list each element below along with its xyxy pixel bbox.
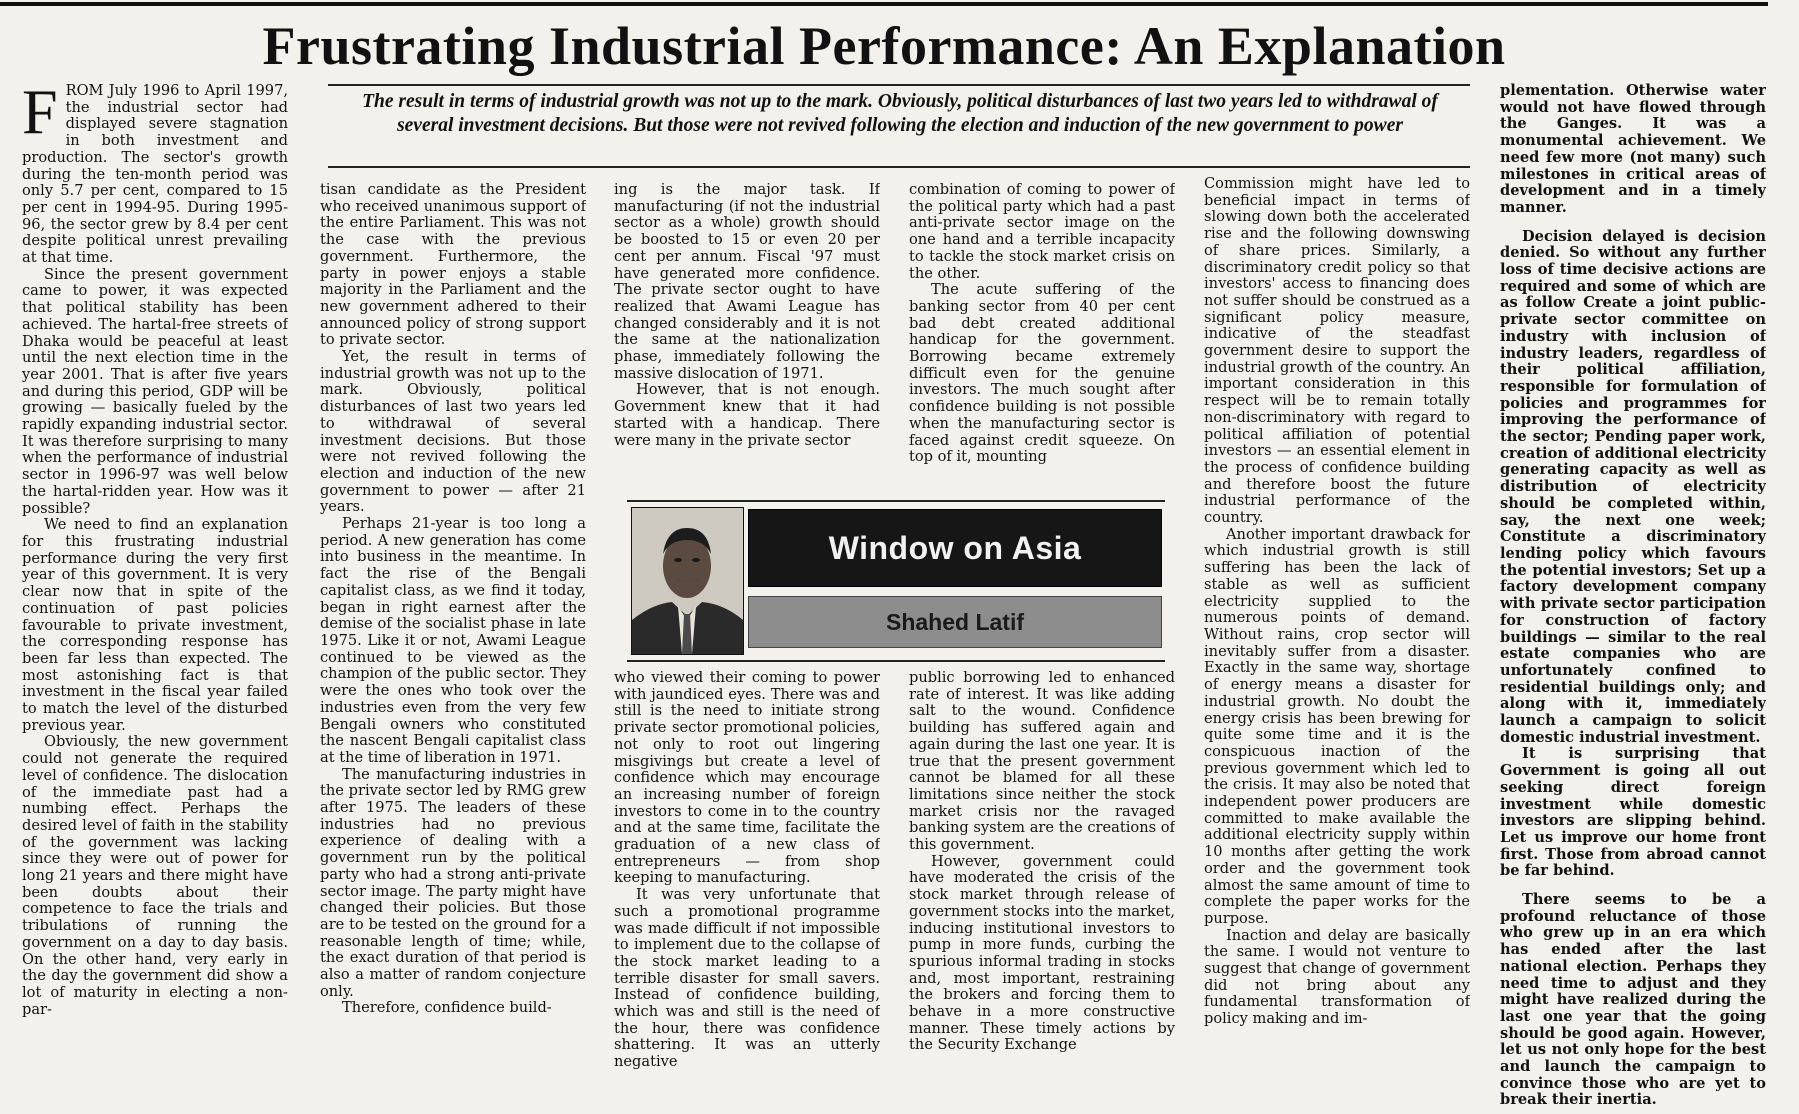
paragraph: The manufacturing industries in the private sector led by RMG grew after 1975. The leaders of these industries had no previous experience of dealing with a government run by the political party who had a strong anti-private sector image. The party might have changed their policies. But those are to be tested on the ground for a reasonable length of time; while, the exact duration of that period is also a matter of random conjecture only. (320, 765, 586, 1000)
column-banner (748, 509, 1162, 587)
paragraph: It was very unfortunate that such a promotional programme was made difficult if not impossible to implement due to the collapse of the stock market leading to a terrible disaster for small savers. Instead of confidence building, which was and still is the need of the hour, there was confidence shattering. It was an utterly negative (614, 886, 880, 1071)
dropcap: F (22, 83, 58, 147)
paragraph: tisan candidate as the President who received unanimous support of the entire Parliament. This was not the case with the previous government. Furthermore, the party in power enjoys a stable majority in the Parliament and the new government adhered to their announced policy of strong support to private sector. (320, 182, 586, 349)
column-2 (320, 182, 586, 1108)
paragraph: The acute suffering of the banking sector from 40 per cent bad debt created additional handicap for the government. Borrowing became extremely difficult even for the genuine investors. The much sought after confidence building is not possible when the manufacturing sector is faced against credit squeeze. On top of it, mounting (909, 281, 1175, 466)
paragraph: ing is the major task. If manufacturing (if not the industrial sector as a whole) growth should be boosted to 15 or even 20 per cent per annum. Fiscal '97 must have generated more confidence. The private sector ought to have realized that Awami League has changed considerably and it is not the same at the nationalization phase, immediately following the massive dislocation of 1971. (614, 182, 880, 382)
column-6 (1500, 83, 1766, 1108)
paragraph: Perhaps 21-year is too long a period. A new generation has come into business in the meantime. In fact the rise of the Bengali capitalist class, as we find it today, began in right earnest after the demise of the socialist phase in late 1975. Like it or not, Awami League continued to be viewed as the champion of the public sector. They were the ones who took over the industries even from the very few Bengali owners who constituted the nascent Bengali capitalist class at the time of liberation in 1971. (320, 515, 586, 766)
column-1 (22, 83, 288, 1108)
author-name: Shahed Latif (885, 608, 1024, 635)
paragraph: We need to find an explanation for this frustrating industrial performance during the very first year of this government. It is very clear now that in spite of the continuation of past policies favourable to private investment, the corresponding response has been far less than expected. The most astonishing fact is that investment in the fiscal year failed to match the level of the disturbed previous year. (22, 516, 288, 734)
paragraph: combination of coming to power of the political party which had a past anti-private sector image on the one hand and a terrible incapacity to tackle the stock market crisis on the other. (909, 182, 1175, 282)
column-label: Window on Asia (828, 529, 1082, 566)
paragraph: It is surprising that Government is going all out seeking direct foreign investment while domestic investors are slipping behind. Let us improve our home front first. Those from abroad cannot be far behind. (1500, 745, 1766, 880)
lede: The result in terms of industrial growth was not up to the mark. Obviously, political disturbances of last two years led to withdrawal of several investment decisions. But those were not revived following the election and induction of the new government to power (362, 91, 1438, 136)
top-rule (0, 2, 1768, 6)
box-rule-bottom (627, 660, 1165, 662)
paragraph: However, government could have moderated the crisis of the stock market through release of government stocks into the market, inducing institutional investors to pump in more funds, curbing the spurious informal trading in stocks and, most important, restraining the brokers and forcing them to behave in a more constructive manner. These timely actions by the Security Exchange (909, 852, 1175, 1054)
paragraph: Obviously, the new government could not generate the required level of confidence. The dislocation of the immediate past had a numbing effect. Perhaps the desired level of faith in the stability of the government was lacking since they were out of power for long 21 years and there might have been doubts about their competence to face the trials and tribulations of running the government on a day to day basis. On the other hand, very early in the day the government did show a lot of maturity in electing a non-par- (22, 733, 288, 1018)
lede-top-rule (328, 84, 1470, 86)
paragraph: Since the present government came to power, it was expected that political stability has been achieved. The hartal-free streets of Dhaka would be peaceful at least until the next election time in the year 2001. That is after five years and during this period, GDP will be growing — basically fueled by the rapidly expanding industrial sector. It was therefore surprising to many when the performance of industrial sector in 1996-97 was well below the hartal-ridden year. How was it possible? (22, 265, 288, 517)
column-3-top (614, 182, 880, 494)
paragraph: However, that is not enough. Government knew that it had started with a handicap. There were many in the private sector (614, 381, 880, 449)
lede-bottom-rule (328, 166, 1470, 168)
column-5 (1204, 176, 1470, 1108)
paragraph: Therefore, confidence build- (342, 999, 552, 1017)
column-4-bottom (909, 670, 1175, 1108)
byline-bar (748, 596, 1162, 648)
paragraph: plementation. Otherwise water would not have flowed through the Ganges. It was a monumental achievement. We need few more (not many) such milestones in critical areas of development and in a timely manner. (1500, 83, 1766, 216)
paragraph: Commission might have led to beneficial impact in terms of slowing down both the accelerated rise and the following downswing of share prices. Similarly, a discriminatory credit policy so that investors' access to financing does not suffer should be construed as a significant policy measure, indicative of the steadfast government desire to support the industrial growth of the country. An important consideration in this respect will be to remain totally non-discriminatory with regard to political affiliation of potential investors — an essential element in the process of confidence building and therefore boost the future industrial performance of the country. (1204, 176, 1470, 527)
paragraph: Inaction and delay are basically the same. I would not venture to suggest that change of government did not bring about any fundamental transformation of policy making and im- (1204, 926, 1470, 1028)
author-photo (631, 507, 744, 655)
paragraph: public borrowing led to enhanced rate of interest. It was like adding salt to the wound. Confidence building has suffered again and again during the last one year. It is true that the present government cannot be blamed for all these limitations since neither the stock market crisis nor the ravaged banking system are the creations of this government. (909, 670, 1175, 854)
author-portrait-icon (632, 508, 743, 654)
paragraph: ROM July 1996 to April 1997, the industrial sector had displayed severe stagnation in both investment and production. The sector's growth during the ten-month period was only 5.7 per cent, compared to 15 per cent in 1994-95. During 1995-96, the sector grew by 8.4 per cent despite political unrest prevailing at that time. (22, 83, 288, 267)
box-rule-top (627, 500, 1165, 502)
paragraph: Decision delayed is decision denied. So without any further loss of time decisive actions are required and some of which are as follow Create a joint public-private sector committee on industry with inclusion of industry leaders, regardless of their political affiliation, responsible for formulation of policies and programmes for improving the performance of the sector; Pending paper work, creation of additional electricity generating capacity as well as distribution of electricity should be completed within, say, the next one week; Constitute a discriminatory lending policy which favours the potential investors; Set up a factory development company with private sector participation for construction of factory buildings — similar to the real estate companies who are unfortunately confined to residential buildings only; and along with it, immediately launch a campaign to solicit domestic industrial investment. (1500, 227, 1766, 746)
paragraph: Yet, the result in terms of industrial growth was not up to the mark. Obviously, political disturbances of last two years led to withdrawal of several investment decisions. But those were not revived following the election and induction of the new government to power — after 21 years. (320, 348, 586, 516)
column-4-top (909, 182, 1175, 494)
headline: Frustrating Industrial Performance: An Explanation (262, 16, 1506, 76)
paragraph: who viewed their coming to power with jaundiced eyes. There was and still is the need to initiate strong private sector promotional policies, not only to root out lingering misgivings but create a level of confidence which may encourage an increasing number of foreign investors to come in to the country and at the same time, facilitate the graduation of a new class of entrepreneurs — from shop keeping to manufacturing. (614, 670, 880, 887)
paragraph: Another important drawback for which industrial growth is still suffering has been the lack of stable as well as sufficient electricity supplied to the numerous points of demand. Without rains, crop sector will inevitably suffer from a disaster. Exactly in the same way, shortage of energy means a disaster for industrial growth. No doubt the energy crisis has been brewing for quite some time and it is the conspicuous inaction of the previous government which led to the crisis. It may also be noted that independent power producers are committed to make available the additional electricity supply within 10 months after getting the work order and the government took almost the same amount of time to complete the paper works for the purpose. (1204, 525, 1470, 927)
paragraph: There seems to be a profound reluctance of those who grew up in an era which has ended after the last national election. Perhaps they need time to adjust and they might have realized during the last one year that the going should be good again. However, let us not only hope for the best and launch the campaign to convince those who are yet to break their inertia. (1500, 891, 1766, 1108)
column-3-bottom (614, 670, 880, 1108)
